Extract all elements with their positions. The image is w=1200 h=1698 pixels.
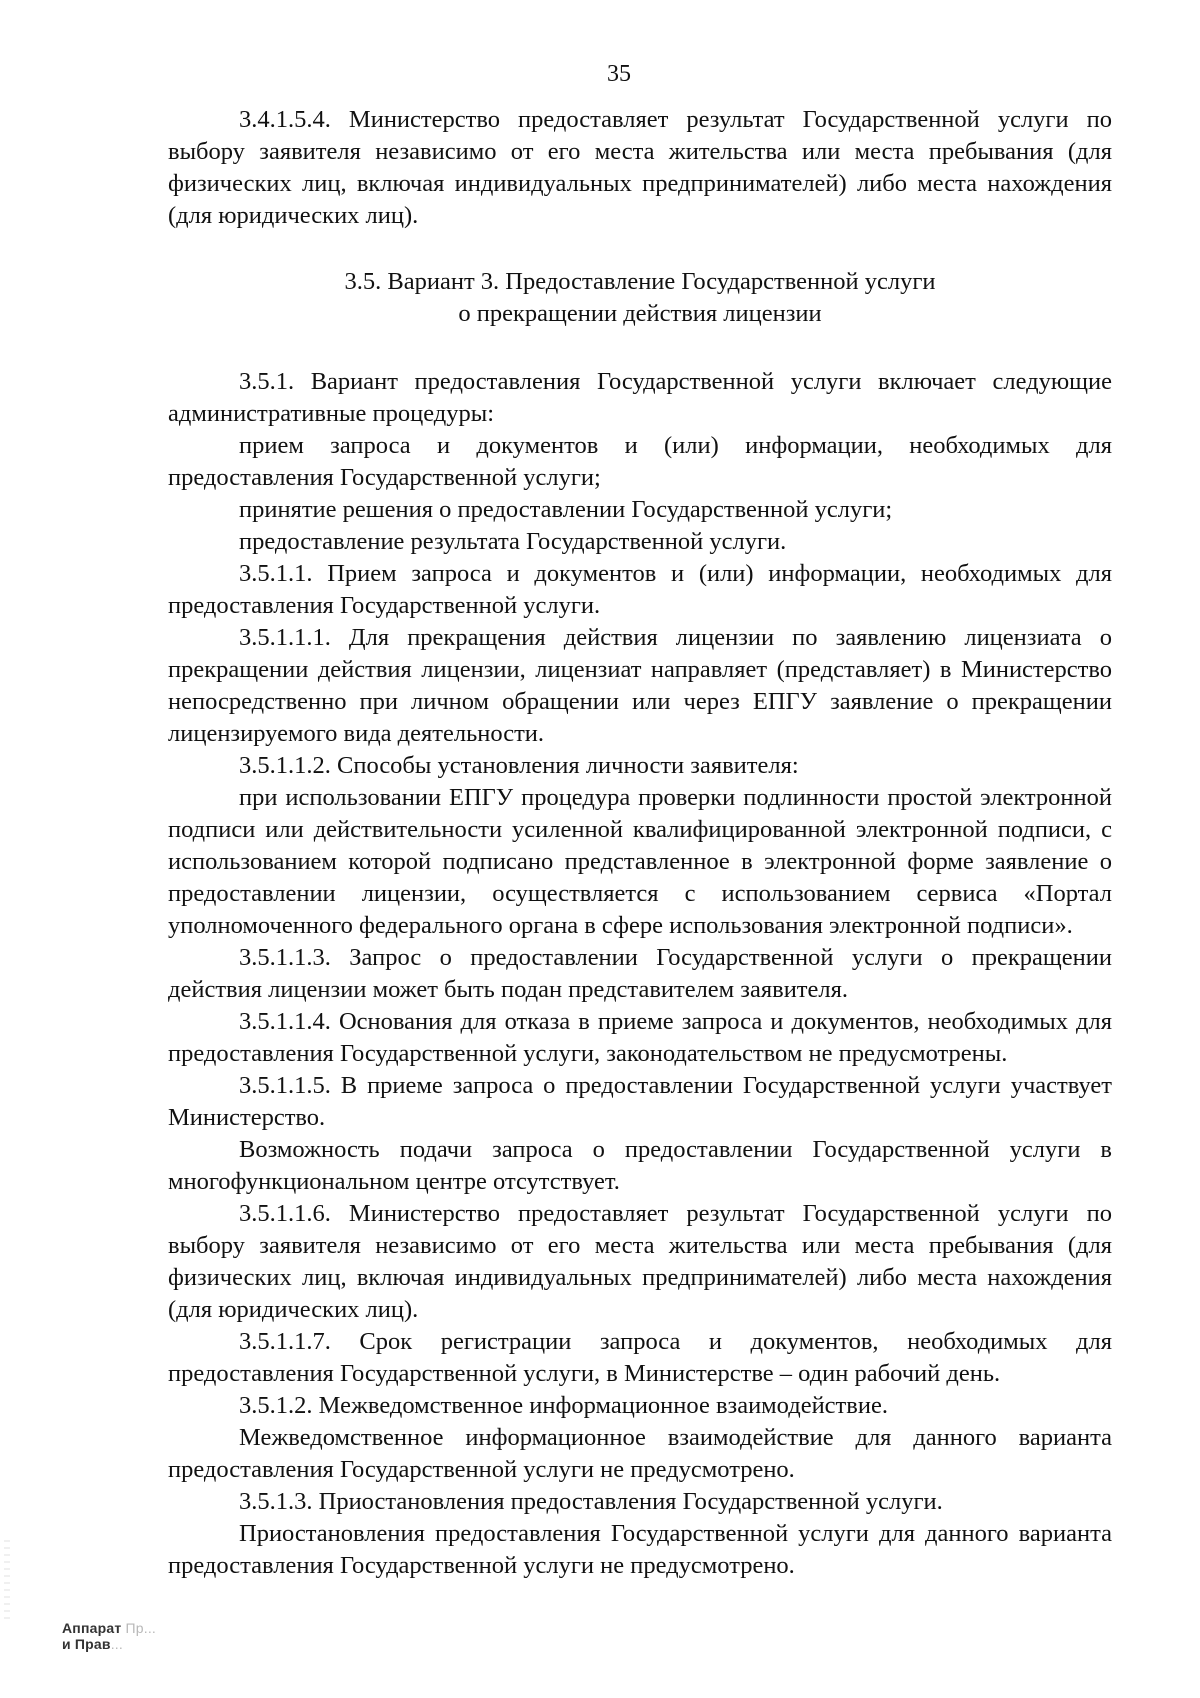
section-heading-line-2: о прекращении действия лицензии [458,300,822,327]
paragraph-3-5-1-1-7: 3.5.1.1.7. Срок регистрации запроса и документов, необходимых для предоставления Государственной услуги, в Министерстве – один рабочий день. [168,1328,1112,1387]
paragraph-3-5-1-1-3: 3.5.1.1.3. Запрос о предоставлении Государственной услуги о прекращении действия лицензии может быть подан представителем заявителя. [168,944,1112,1003]
paragraph-3-5-1: 3.5.1. Вариант предоставления Государственной услуги включает следующие административные процедуры: [168,368,1112,427]
paragraph-interagency-not-provided: Межведомственное информационное взаимодействие для данного варианта предоставления Государственной услуги не предусмотрено. [168,1424,1112,1483]
paragraph-3-5-1-3: 3.5.1.3. Приостановления предоставления Государственной услуги. [239,1488,943,1515]
section-heading-line-1: 3.5. Вариант 3. Предоставление Государственной услуги [344,268,936,295]
paragraph-3-5-1-1-6: 3.5.1.1.6. Министерство предоставляет результат Государственной услуги по выбору заявителя независимо от его места жительства или места пребывания (для физических лиц, включая индивидуальных предпринимателей) либо места нахождения (для юридических лиц). [168,1200,1112,1323]
list-item-procedure-3: предоставление результата Государственной услуги. [239,528,787,555]
paragraph-identity-verification: при использовании ЕПГУ процедура проверки подлинности простой электронной подписи или действительности усиленной квалифицированной электронной подписи, с использованием которой подписано представленное в электронной форме заявление о предоставлении лицензии, осуществляется с использованием сервиса «Портал уполномоченного федерального органа в сфере использования электронной подписи». [168,784,1112,939]
paragraph-suspension-not-provided: Приостановления предоставления Государственной услуги для данного варианта предоставления Государственной услуги не предусмотрено. [168,1520,1112,1579]
stamp-line-2-visible: и Прав [62,1636,111,1652]
stamp-line-2 [62,1636,156,1652]
stamp-line-1 [62,1620,156,1636]
paragraph-3-5-1-1-4: 3.5.1.1.4. Основания для отказа в приеме запроса и документов, необходимых для предоставления Государственной услуги, законодательством не предусмотрены. [168,1008,1112,1067]
paragraph-3-5-1-2: 3.5.1.2. Межведомственное информационное взаимодействие. [239,1392,888,1419]
list-item-procedure-2: принятие решения о предоставлении Государственной услуги; [239,496,893,523]
stamp-line-2-faded: ... [110,1636,123,1652]
stamp-line-1-visible: Аппарат [62,1620,122,1636]
paragraph-3-5-1-1-1: 3.5.1.1.1. Для прекращения действия лицензии по заявлению лицензиата о прекращении действия лицензии, лицензиат направляет (представляет) в Министерство непосредственно при личном обращении или через ЕПГУ заявление о прекращении лицензируемого вида деятельности. [168,624,1112,747]
paragraph-mfc-unavailable: Возможность подачи запроса о предоставлении Государственной услуги в многофункциональном центре отсутствует. [168,1136,1112,1195]
paragraph-3-5-1-1-5: 3.5.1.1.5. В приеме запроса о предоставлении Государственной услуги участвует Министерство. [168,1072,1112,1131]
paragraph-3-5-1-1: 3.5.1.1. Прием запроса и документов и (или) информации, необходимых для предоставления Государственной услуги. [168,560,1112,619]
scan-artifact [4,1540,10,1620]
stamp-line-1-faded: Пр... [121,1620,157,1636]
page-number: 35 [607,61,631,87]
list-item-procedure-1: прием запроса и документов и (или) информации, необходимых для предоставления Государственной услуги; [168,432,1112,491]
paragraph-3-4-1-5-4: 3.4.1.5.4. Министерство предоставляет результат Государственной услуги по выбору заявителя независимо от его места жительства или места пребывания (для физических лиц, включая индивидуальных предпринимателей) либо места нахождения (для юридических лиц). [168,106,1112,229]
section-heading [168,266,1112,330]
paragraph-3-5-1-1-2: 3.5.1.1.2. Способы установления личности заявителя: [239,752,799,779]
document-body [168,104,1112,1582]
archive-stamp [62,1620,156,1652]
